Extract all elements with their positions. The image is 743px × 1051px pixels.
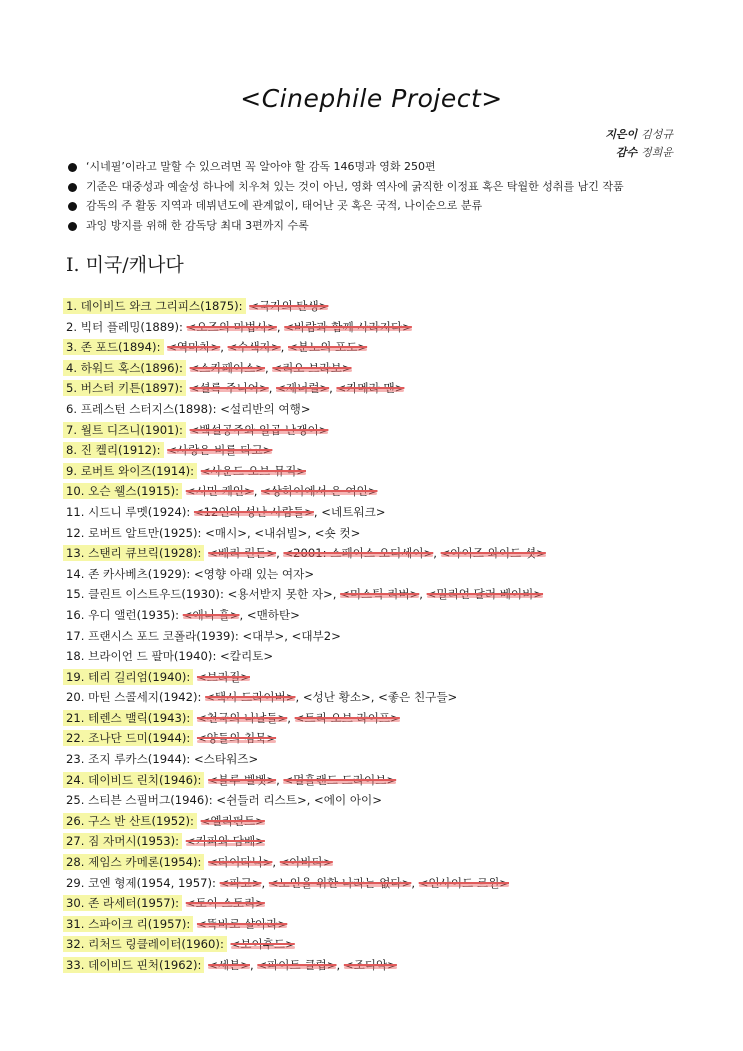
- film-title: <에이 아이>: [314, 793, 382, 808]
- director-name: 23. 조지 루카스(1944):: [66, 752, 191, 767]
- director-entry: 11. 시드니 루멧(1924): <12인의 성난 사람들>, <네트워크>: [66, 504, 386, 519]
- film-title: <바람과 함께 사라지다>: [284, 319, 412, 334]
- director-entry: [66, 296, 706, 317]
- film-title: <쉰들러 리스트>: [216, 793, 307, 808]
- director-name: 10. 오슨 웰스(1915):: [63, 483, 182, 499]
- film-title: <내쉬빌>: [254, 525, 308, 540]
- film-title: <배리 린든>: [208, 546, 277, 561]
- director-entry: [66, 831, 706, 852]
- film-title: <아이즈 와이드 셧>: [440, 546, 546, 561]
- film-title: <대부>: [242, 628, 285, 643]
- director-entry: 4. 하워드 혹스(1896): <스카페이스>, <리오 브라보>: [66, 358, 706, 379]
- note-item: [68, 157, 688, 177]
- film-title: <천국의 나날들>: [196, 710, 288, 725]
- director-name: 26. 구스 반 산트(1952):: [63, 813, 197, 829]
- film-title: <토이 스토리>: [185, 896, 265, 911]
- director-name: 21. 테렌스 맬릭(1943):: [63, 710, 193, 726]
- film-title: <대부2>: [291, 628, 341, 643]
- note-item: [68, 196, 688, 216]
- note-text: ‘시네필’이라고 말할 수 있으려면 꼭 알아야 할 감독 146명과 영화 250편: [86, 160, 436, 173]
- note-text: 과잉 방지를 위해 한 감독당 최대 3편까지 수록: [86, 218, 309, 232]
- bullet-icon: [68, 183, 77, 192]
- director-entry: [66, 728, 706, 749]
- director-name: 30. 존 라세터(1957):: [63, 895, 182, 911]
- notes-list: [68, 157, 688, 235]
- film-title: <제너럴>: [276, 381, 330, 396]
- film-title: <미스틱 리버>: [340, 587, 420, 602]
- director-name: 4. 하워드 혹스(1896):: [63, 360, 186, 376]
- director-entry: [66, 893, 706, 914]
- director-name: 18. 브라이언 드 팔마(1940):: [66, 649, 217, 664]
- note-text: 감독의 주 활동 지역과 데뷔년도에 관계없이, 태어난 곳 혹은 국적, 나이순으로 분류: [86, 199, 483, 212]
- director-entry: 2. 빅터 플레밍(1889): <오즈의 마법사>, <바람과 함께 사라지다>: [66, 319, 412, 334]
- director-name: 3. 존 포드(1894):: [63, 339, 164, 355]
- film-title: <멀홀랜드 드라이브>: [283, 772, 397, 787]
- director-name: 2. 빅터 플레밍(1889):: [66, 319, 183, 334]
- director-name: 19. 테리 길리엄(1940):: [63, 669, 193, 685]
- film-title: <시민 케인>: [185, 484, 254, 499]
- film-title: <백설공주와 일곱 난쟁이>: [189, 422, 329, 437]
- film-title: <조디악>: [343, 958, 397, 972]
- director-name: 25. 스티븐 스필버그(1946):: [66, 793, 213, 808]
- film-title: <용서받지 못한 자>: [227, 587, 333, 602]
- film-title: <인사이드 르윈>: [418, 875, 510, 890]
- director-list: [66, 296, 706, 976]
- director-name: 6. 프레스턴 스터지스(1898):: [66, 401, 217, 416]
- director-name: 27. 짐 자머시(1953):: [63, 833, 182, 849]
- film-title: <스타워즈>: [193, 752, 259, 767]
- director-entry: 5. 버스터 키튼(1897): <셜록 주니어>, <제너럴>, <카메라 맨>: [66, 378, 706, 399]
- film-title: <사운드 오브 뮤직>: [200, 463, 306, 478]
- director-entry: 13. 스탠리 큐브릭(1928): <배리 린든>, <2001: 스페이스 오디세이>, <아이즈 와이드 셧>: [66, 543, 706, 564]
- director-entry: [66, 564, 706, 585]
- director-entry: 15. 클린트 이스트우드(1930): <용서받지 못한 자>, <미스틱 리버>, <밀리언 달러 베이비>: [66, 587, 544, 602]
- director-name: 28. 제임스 카메론(1954):: [63, 854, 204, 870]
- film-title: <밀리언 달러 베이비>: [426, 587, 544, 602]
- film-title: <국가의 탄생>: [249, 299, 329, 313]
- bullet-icon: [68, 202, 77, 211]
- director-name: 5. 버스터 키튼(1897):: [63, 380, 186, 396]
- film-title: <애니 홀>: [182, 607, 240, 622]
- director-entry: 10. 오슨 웰스(1915): <시민 케인>, <상하이에서 온 여인>: [66, 481, 706, 502]
- note-text: 기준은 대중성과 예술성 하나에 치우쳐 있는 것이 아닌, 영화 역사에 굵직한 이정표 혹은 탁월한 성취를 남긴 작품: [86, 179, 624, 193]
- credit-role: 감수: [615, 146, 638, 159]
- director-name: 29. 코엔 형제(1954, 1957):: [66, 875, 216, 890]
- director-entry: [66, 811, 706, 832]
- film-title: <브라질>: [196, 669, 250, 684]
- director-entry: 29. 코엔 형제(1954, 1957): <파고>, <노인을 위한 나라는 없다>, <인사이드 르윈>: [66, 875, 510, 890]
- director-name: 24. 데이비드 린치(1946):: [63, 772, 204, 788]
- director-entry: [66, 934, 706, 955]
- director-entry: 33. 데이비드 핀처(1962): <세븐>, <파이트 클럽>, <조디악>: [66, 955, 706, 976]
- film-title: <역마차>: [167, 340, 221, 355]
- film-title: <오즈의 마법사>: [186, 319, 277, 334]
- note-item: [68, 177, 688, 197]
- director-entry: 16. 우디 앨런(1935): <애니 홀>, <맨하탄>: [66, 607, 300, 622]
- film-title: <성난 황소>: [302, 690, 371, 705]
- film-title: <영향 아래 있는 여자>: [193, 566, 315, 581]
- section-title: I. 미국/캐나다: [66, 254, 184, 276]
- film-title: <설리반의 여행>: [220, 401, 311, 416]
- film-title: <분노의 포도>: [288, 340, 368, 355]
- director-name: 33. 데이비드 핀처(1962):: [63, 957, 204, 973]
- film-title: <좋은 친구들>: [378, 690, 458, 705]
- film-title: <노인을 위한 나라는 없다>: [268, 875, 412, 890]
- director-name: 17. 프랜시스 포드 코폴라(1939):: [66, 628, 239, 643]
- film-title: <커피와 담배>: [185, 834, 265, 849]
- film-title: <타이타닉>: [208, 855, 273, 870]
- director-entry: 17. 프랜시스 포드 코폴라(1939): <대부>, <대부2>: [66, 628, 341, 643]
- director-entry: [66, 646, 706, 667]
- director-entry: [66, 420, 706, 441]
- director-entry: 20. 마틴 스콜세지(1942): <택시 드라이버>, <성난 황소>, <좋은 친구들>: [66, 690, 458, 705]
- director-entry: 3. 존 포드(1894): <역마차>, <수색자>, <분노의 포도>: [66, 337, 706, 358]
- director-name: 11. 시드니 루멧(1924):: [66, 504, 191, 519]
- film-title: <카메라 맨>: [336, 381, 405, 396]
- film-title: <똑바로 살아라>: [196, 916, 288, 931]
- director-entry: 28. 제임스 카메론(1954): <타이타닉>, <아바타>: [66, 852, 706, 873]
- director-name: 8. 진 켈리(1912):: [63, 442, 164, 458]
- director-name: 32. 리처드 링클레이터(1960):: [63, 936, 227, 952]
- director-entry: [66, 440, 706, 461]
- film-title: <매시>: [205, 525, 247, 540]
- director-entry: [66, 399, 706, 420]
- director-entry: [66, 667, 706, 688]
- film-title: <양들의 침묵>: [196, 731, 277, 746]
- film-title: <칼리토>: [220, 649, 274, 664]
- film-title: <셜록 주니어>: [189, 381, 269, 396]
- film-title: <엘리펀트>: [200, 813, 265, 828]
- director-name: 7. 월트 디즈니(1901):: [63, 422, 186, 438]
- credit-author: [605, 126, 673, 144]
- director-name: 20. 마틴 스콜세지(1942):: [66, 690, 202, 705]
- note-item: [68, 216, 688, 236]
- film-title: <상하이에서 온 여인>: [261, 484, 378, 499]
- director-name: 12. 로버트 알트만(1925):: [66, 525, 202, 540]
- film-title: <네트워크>: [321, 504, 386, 519]
- film-title: <세븐>: [208, 958, 250, 972]
- director-name: 9. 로버트 와이즈(1914):: [63, 463, 197, 479]
- credit-role: 지은이: [605, 128, 638, 141]
- film-title: <숏 컷>: [314, 525, 361, 540]
- film-title: <아바타>: [279, 855, 333, 870]
- director-name: 13. 스탠리 큐브릭(1928):: [63, 545, 204, 561]
- director-name: 16. 우디 앨런(1935):: [66, 607, 180, 622]
- film-title: <리오 브라보>: [272, 360, 352, 375]
- director-entry: 25. 스티븐 스필버그(1946): <쉰들러 리스트>, <에이 아이>: [66, 793, 382, 808]
- film-title: <사랑은 비를 타고>: [167, 443, 273, 458]
- director-entry: [66, 461, 706, 482]
- film-title: <트리 오브 라이프>: [294, 710, 400, 725]
- film-title: <파고>: [219, 875, 262, 890]
- director-name: 14. 존 카사베츠(1929):: [66, 566, 191, 581]
- director-entry: 12. 로버트 알트만(1925): <매시>, <내쉬빌>, <숏 컷>: [66, 525, 361, 540]
- director-entry: [66, 749, 706, 770]
- director-name: 22. 조나단 드미(1944):: [63, 730, 193, 746]
- film-title: <블루 벨벳>: [208, 772, 277, 787]
- director-entry: [66, 914, 706, 935]
- bullet-icon: [68, 222, 77, 231]
- film-title: <택시 드라이버>: [205, 690, 296, 705]
- director-entry: 21. 테렌스 맬릭(1943): <천국의 나날들>, <트리 오브 라이프>: [66, 708, 706, 729]
- bullet-icon: [68, 163, 77, 172]
- film-title: <2001: 스페이스 오디세이>: [283, 546, 434, 561]
- credit-person: 김성규: [641, 128, 673, 141]
- director-name: 31. 스파이크 리(1957):: [63, 916, 193, 932]
- page-title: <Cinephile Project>: [240, 84, 503, 113]
- film-title: <12인의 성난 사람들>: [193, 504, 314, 519]
- director-name: 15. 클린트 이스트우드(1930):: [66, 587, 224, 602]
- film-title: <보이후드>: [230, 937, 295, 952]
- director-name: 1. 데이비드 와크 그리피스(1875):: [63, 298, 246, 314]
- credit-person: 정희윤: [641, 146, 673, 159]
- film-title: <수색자>: [227, 340, 281, 355]
- film-title: <스카페이스>: [189, 360, 266, 375]
- film-title: <파이트 클럽>: [257, 958, 337, 972]
- director-entry: 24. 데이비드 린치(1946): <블루 벨벳>, <멀홀랜드 드라이브>: [66, 770, 706, 791]
- film-title: <맨하탄>: [246, 607, 300, 622]
